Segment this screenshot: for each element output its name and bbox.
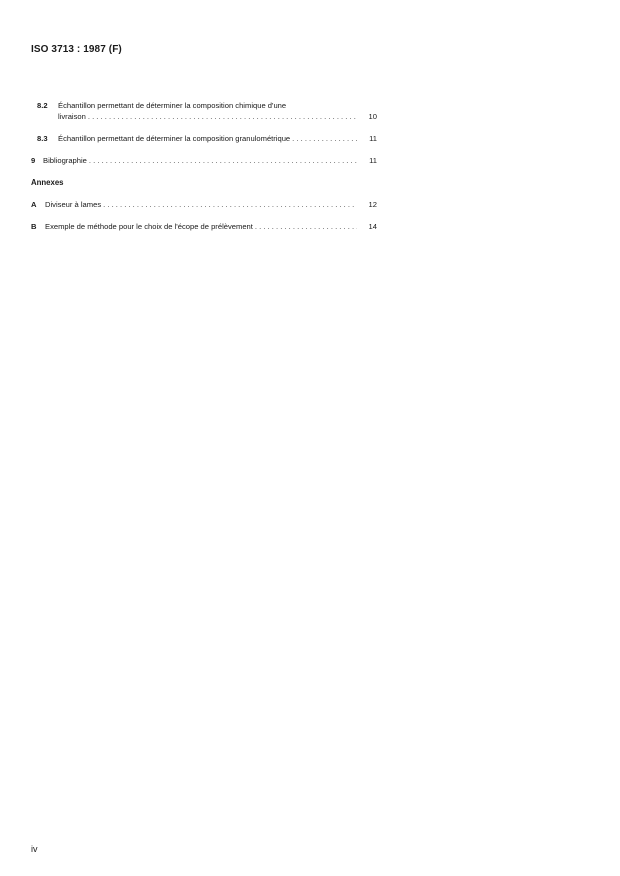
table-of-contents bbox=[31, 100, 377, 243]
toc-entry-title: Diviseur à lames bbox=[45, 200, 102, 209]
toc-leader-dots bbox=[103, 199, 357, 210]
toc-entry-title: Échantillon permettant de déterminer la composition granulométrique bbox=[58, 134, 291, 143]
toc-entry-title: Bibliographie bbox=[43, 156, 87, 165]
toc-entry-8-3[interactable] bbox=[31, 133, 377, 144]
toc-entry-number: 8.3 bbox=[37, 134, 48, 143]
toc-entry-number: B bbox=[31, 222, 37, 231]
toc-entry-number: 9 bbox=[31, 156, 36, 165]
toc-entry-8-2[interactable] bbox=[31, 100, 377, 122]
document-header: ISO 3713 : 1987 (F) bbox=[31, 44, 122, 55]
toc-entry-annex-a[interactable] bbox=[31, 199, 377, 210]
toc-leader-dots bbox=[255, 221, 357, 232]
toc-entry-page: 10 bbox=[368, 112, 377, 121]
toc-entry-title-continued: livraison bbox=[58, 112, 86, 121]
toc-leader-dots bbox=[292, 133, 357, 144]
annexes-heading: Annexes bbox=[31, 178, 64, 187]
toc-entry-title: Exemple de méthode pour le choix de l'écope de prélèvement bbox=[45, 222, 253, 231]
toc-entry-page: 11 bbox=[369, 134, 377, 143]
toc-entry-9[interactable] bbox=[31, 155, 377, 166]
toc-entry-page: 14 bbox=[368, 222, 377, 231]
toc-leader-dots bbox=[88, 111, 357, 122]
toc-entry-page: 11 bbox=[369, 156, 377, 165]
toc-entry-page: 12 bbox=[368, 200, 377, 209]
toc-entry-title: Échantillon permettant de déterminer la composition chimique d'une bbox=[58, 101, 287, 110]
toc-entry-number: A bbox=[31, 200, 37, 209]
toc-entry-number: 8.2 bbox=[37, 101, 48, 110]
page-number: iv bbox=[31, 844, 38, 854]
toc-entry-annex-b[interactable] bbox=[31, 221, 377, 232]
toc-leader-dots bbox=[89, 155, 357, 166]
